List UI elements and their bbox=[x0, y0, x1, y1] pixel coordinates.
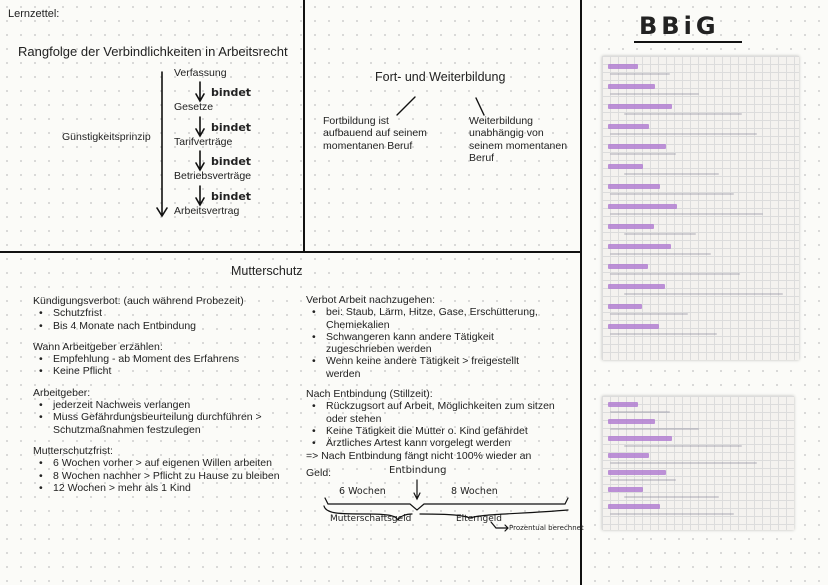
hierarchy-arrows bbox=[150, 60, 220, 220]
highlight-mark bbox=[608, 184, 660, 189]
photo-heading-underline bbox=[634, 41, 742, 43]
arbeitgeber-heading: Arbeitgeber: bbox=[33, 386, 91, 399]
geld-label: Geld: bbox=[306, 467, 332, 479]
highlight-mark bbox=[608, 244, 671, 249]
handwriting-line bbox=[610, 462, 757, 464]
level-gesetze: Gesetze bbox=[174, 101, 214, 113]
highlight-mark bbox=[608, 436, 672, 441]
mutterschutz-right-column bbox=[306, 294, 555, 462]
fortbildung-text: Fortbildung ist aufbauend auf seinem momentanen Beruf bbox=[323, 115, 427, 152]
handwriting-line bbox=[610, 513, 734, 515]
highlight-mark bbox=[608, 470, 666, 475]
list-item: • 6 Wochen vorher > auf eigenen Willen arbeiten bbox=[33, 457, 280, 469]
notes-photo-top bbox=[602, 56, 799, 360]
highlight-mark bbox=[608, 164, 643, 169]
mutterschutz-left-column bbox=[33, 295, 280, 494]
notes-photo-bottom bbox=[602, 396, 794, 530]
list-item: • Wenn keine andere Tätigkeit > freigestellt werden bbox=[306, 355, 555, 380]
verbot-heading: Verbot Arbeit nachzugehen: bbox=[306, 294, 436, 306]
entbindung-label: Entbindung bbox=[389, 465, 447, 476]
weiterbildung-title: Fort- und Weiterbildung bbox=[375, 70, 506, 84]
highlight-mark bbox=[608, 419, 655, 424]
highlight-mark bbox=[608, 304, 642, 309]
highlight-mark bbox=[608, 324, 659, 329]
list-item: • Muss Gefährdungsbeurteilung durchführen > Schutzmaßnahmen festzulegen bbox=[33, 411, 280, 436]
handwriting-line bbox=[610, 193, 734, 195]
level-verfassung: Verfassung bbox=[174, 67, 227, 79]
list-item: • Schutzfrist bbox=[33, 307, 280, 319]
highlight-mark bbox=[608, 104, 672, 109]
list-item: • Schwangeren kann andere Tätigkeit zugeschrieben werden bbox=[306, 331, 555, 356]
weiterbildung-text: Weiterbildung unabhängig von seinem momentanen Beruf bbox=[469, 115, 568, 164]
highlight-mark bbox=[608, 284, 665, 289]
highlight-mark bbox=[608, 64, 638, 69]
handwriting-line bbox=[610, 153, 676, 155]
arrow-down-1 bbox=[196, 82, 204, 101]
arrow-down-2 bbox=[196, 117, 204, 136]
divider-vertical-right bbox=[580, 0, 582, 585]
handwriting-line bbox=[624, 173, 719, 175]
mutterschutzfrist-heading: Mutterschutzfrist: bbox=[33, 444, 113, 457]
list-item: • Empfehlung - ab Moment des Erfahrens bbox=[33, 353, 280, 365]
prozentual-note: Prozentual berechnet bbox=[509, 524, 584, 532]
highlight-mark bbox=[608, 204, 677, 209]
handwriting-line bbox=[610, 411, 670, 413]
stillzeit-footer: => Nach Entbindung fängt nicht 100% wieder an bbox=[306, 449, 532, 462]
binding-label-2: bindet bbox=[211, 121, 252, 134]
left-span-label: 6 Wochen bbox=[339, 486, 386, 497]
handwriting-line bbox=[610, 133, 757, 135]
binding-label-4: bindet bbox=[211, 190, 252, 203]
divider-horizontal bbox=[0, 251, 581, 253]
highlight-mark bbox=[608, 264, 648, 269]
highlight-mark bbox=[608, 487, 643, 492]
list-item: • Keine Pflicht bbox=[33, 365, 280, 377]
guenstigkeit-arrow bbox=[157, 72, 167, 216]
arrow-down-3 bbox=[196, 151, 204, 170]
highlight-mark bbox=[608, 144, 666, 149]
rangfolge-title: Rangfolge der Verbindlichkeiten in Arbeitsrecht bbox=[18, 44, 288, 59]
level-arbeitsvertrag: Arbeitsvertrag bbox=[174, 205, 240, 217]
arrow-down-4 bbox=[196, 186, 204, 205]
photo-heading: BBiG bbox=[639, 12, 720, 40]
highlight-mark bbox=[608, 124, 649, 129]
handwriting-line bbox=[610, 253, 711, 255]
handwriting-line bbox=[624, 445, 742, 447]
list-item: • 8 Wochen nachher > Pflicht zu Hause zu bleiben bbox=[33, 470, 280, 482]
highlight-mark bbox=[608, 402, 638, 407]
elterngeld-label: Elterngeld bbox=[456, 514, 502, 524]
divider-vertical-top bbox=[303, 0, 305, 252]
handwriting-line bbox=[610, 333, 717, 335]
handwriting-line bbox=[610, 428, 699, 430]
handwriting-line bbox=[610, 93, 699, 95]
handwriting-line bbox=[624, 293, 783, 295]
handwriting-line bbox=[610, 73, 670, 75]
handwriting-line bbox=[610, 479, 676, 481]
handwriting-line bbox=[610, 273, 740, 275]
handwriting-line bbox=[624, 233, 696, 235]
list-item: • bei: Staub, Lärm, Hitze, Gase, Erschütterung, Chemiekalien bbox=[306, 306, 555, 331]
list-item: • Rückzugsort auf Arbeit, Möglichkeiten zum sitzen oder stehen bbox=[306, 400, 555, 425]
mutterschaftsgeld-label: Mutterschaftsgeld bbox=[330, 514, 412, 524]
highlight-mark bbox=[608, 504, 660, 509]
binding-label-1: bindet bbox=[211, 86, 252, 99]
rangfolge-side-label: Günstigkeitsprinzip bbox=[62, 131, 151, 143]
stillzeit-heading: Nach Entbindung (Stillzeit): bbox=[306, 388, 433, 401]
list-item: • Bis 4 Monate nach Entbindung bbox=[33, 320, 280, 332]
handwriting-line bbox=[624, 496, 719, 498]
handwriting-line bbox=[610, 313, 688, 315]
list-item: • Ärztliches Artest kann vorgelegt werden bbox=[306, 437, 555, 449]
right-span-label: 8 Wochen bbox=[451, 486, 498, 497]
wann-heading: Wann Arbeitgeber erzählen: bbox=[33, 340, 163, 353]
level-betriebsvertraege: Betriebsverträge bbox=[174, 170, 252, 182]
mutterschutz-title: Mutterschutz bbox=[231, 264, 303, 278]
list-item: • 12 Wochen > mehr als 1 Kind bbox=[33, 482, 280, 494]
kuendigungsverbot-heading: Kündigungsverbot: (auch während Probezeit) bbox=[33, 295, 244, 307]
highlight-mark bbox=[608, 224, 654, 229]
handwriting-line bbox=[610, 213, 763, 215]
list-item: • Keine Tätigkeit die Mutter o. Kind gefährdet bbox=[306, 425, 555, 437]
list-item: • jederzeit Nachweis verlangen bbox=[33, 399, 280, 411]
binding-label-3: bindet bbox=[211, 155, 252, 168]
geld-timeline bbox=[320, 470, 580, 535]
handwriting-line bbox=[624, 113, 742, 115]
page-header-label: Lernzettel: bbox=[8, 8, 60, 20]
highlight-mark bbox=[608, 453, 649, 458]
highlight-mark bbox=[608, 84, 655, 89]
level-tarifvertraege: Tarifverträge bbox=[174, 136, 233, 148]
